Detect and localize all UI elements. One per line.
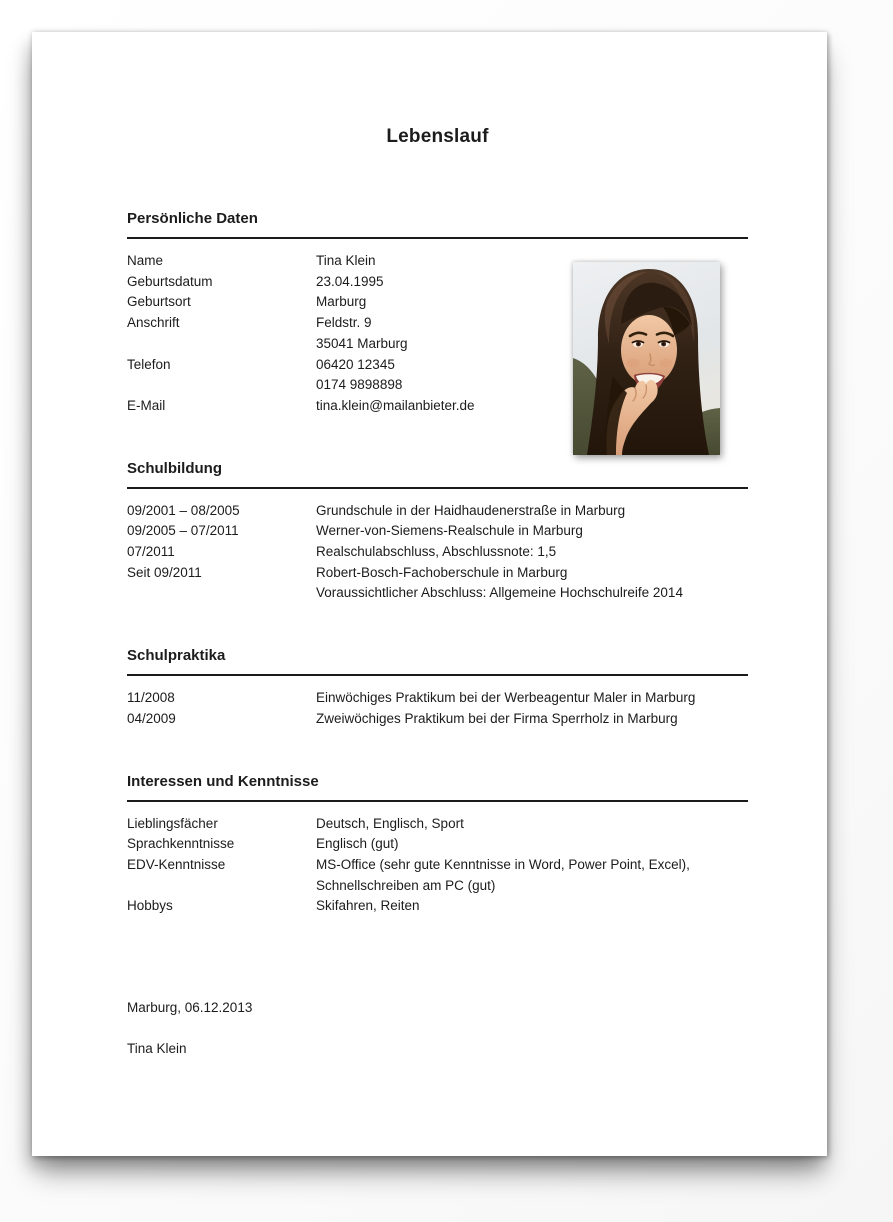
portrait-illustration: [573, 262, 720, 455]
date-range: [127, 583, 316, 604]
section-heading-internships: Schulpraktika: [127, 646, 748, 676]
field-value: tina.klein@mailanbieter.de: [316, 397, 475, 413]
interest-rows: [127, 814, 748, 918]
field-value: Realschulabschluss, Abschlussnote: 1,5: [316, 544, 557, 560]
section-interests: [127, 772, 748, 918]
table-row: [127, 542, 748, 563]
field-label: Geburtsort: [127, 294, 191, 310]
field-label: Sprachkenntnisse: [127, 836, 235, 852]
field-label: [127, 375, 316, 396]
field-value: Englisch (gut): [316, 836, 399, 852]
field-value: Robert-Bosch-Fachoberschule in Marburg: [316, 564, 568, 580]
section-heading-interests: Interessen und Kenntnisse: [127, 772, 748, 802]
education-rows: [127, 501, 748, 605]
internship-rows: [127, 688, 748, 729]
table-row: [127, 834, 748, 855]
date-range: 07/2011: [127, 544, 175, 560]
section-heading-education: Schulbildung: [127, 459, 748, 489]
field-value: MS-Office (sehr gute Kenntnisse in Word, Power Point, Excel),: [316, 856, 690, 872]
field-value: 35041 Marburg: [316, 335, 408, 351]
closing-block: [127, 998, 748, 1059]
date-line: Marburg, 06.12.2013: [127, 1000, 253, 1016]
resume-page: [32, 32, 827, 1156]
table-row: [127, 688, 748, 709]
field-value: Werner-von-Siemens-Realschule in Marburg: [316, 523, 583, 539]
applicant-photo: [573, 262, 720, 455]
field-value: Zweiwöchiges Praktikum bei der Firma Sperrholz in Marburg: [316, 710, 678, 726]
date-range: 04/2009: [127, 710, 176, 726]
field-label: Geburtsdatum: [127, 273, 213, 289]
page-title: Lebenslauf: [386, 126, 489, 147]
field-value: Deutsch, Englisch, Sport: [316, 815, 464, 831]
field-label: [127, 334, 316, 355]
table-row: [127, 855, 748, 876]
field-value: Tina Klein: [316, 253, 376, 268]
field-value: Marburg: [316, 294, 367, 310]
field-value: 0174 9898898: [316, 377, 403, 393]
table-row: [127, 521, 748, 542]
field-label: Anschrift: [127, 315, 180, 331]
signature-name: Tina Klein: [127, 1040, 187, 1056]
date-range: 11/2008: [127, 690, 175, 706]
field-label: Name: [127, 253, 164, 268]
field-value: Skifahren, Reiten: [316, 898, 420, 914]
field-value: Feldstr. 9: [316, 315, 372, 331]
section-education: [127, 459, 748, 605]
field-value: 23.04.1995: [316, 273, 384, 289]
field-value: 06420 12345: [316, 356, 395, 372]
date-range: 09/2001 – 08/2005: [127, 502, 240, 518]
field-value: Schnellschreiben am PC (gut): [316, 877, 496, 893]
table-row: [127, 896, 748, 917]
date-range: Seit 09/2011: [127, 564, 202, 580]
field-label: EDV-Kenntnisse: [127, 856, 226, 872]
field-label: Lieblingsfächer: [127, 815, 218, 831]
field-value: Voraussichtlicher Abschluss: Allgemeine Hochschulreife 2014: [316, 585, 683, 601]
field-label: E-Mail: [127, 397, 166, 413]
field-label: Hobbys: [127, 898, 173, 914]
table-row: [127, 563, 748, 584]
table-row: [127, 876, 748, 897]
section-internships: [127, 646, 748, 729]
field-label: [127, 876, 316, 897]
table-row: [127, 814, 748, 835]
section-heading-personal: Persönliche Daten: [127, 209, 748, 239]
table-row: [127, 709, 748, 730]
date-range: 09/2005 – 07/2011: [127, 523, 239, 539]
field-value: Grundschule in der Haidhaudenerstraße in Marburg: [316, 502, 626, 518]
table-row: [127, 583, 748, 604]
field-label: Telefon: [127, 356, 171, 372]
table-row: [127, 501, 748, 522]
field-value: Einwöchiges Praktikum bei der Werbeagentur Maler in Marburg: [316, 690, 696, 706]
